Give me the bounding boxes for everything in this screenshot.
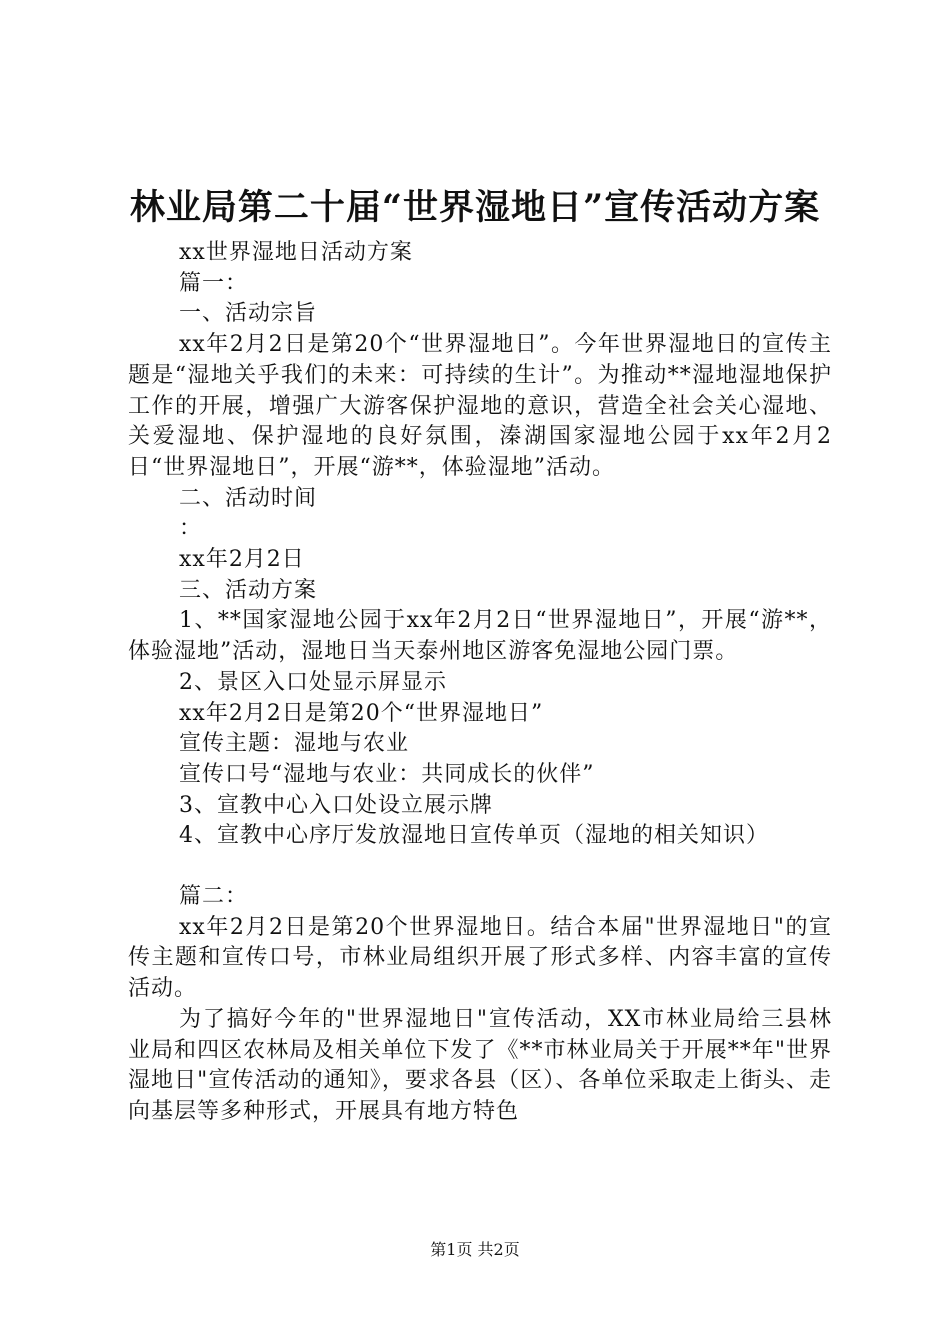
display-line-1: xx年2月2日是第20个“世界湿地日” [179, 700, 544, 726]
section2-heading: 二、活动时间 [179, 485, 318, 511]
page-footer: 第1页 共2页 [430, 1240, 520, 1259]
section1-paragraph: xx年2月2日是第20个“世界湿地日”。今年世界湿地日的宣传主题是“湿地关乎我们的未来：可持续的生计”。为推动**湿地湿地保护工作的开展，增强广大游客保护湿地的意识，营造全社会关心湿地、关爱湿地、保护湿地的良好氛围，溱湖国家湿地公园于xx年2月2日“世界湿地日”，开展“游**，体验湿地”活动。 [128, 332, 832, 480]
part1-heading: 篇一： [179, 270, 249, 296]
subtitle: xx世界湿地日活动方案 [179, 240, 413, 265]
plan-item-3: 3、宣教中心入口处设立展示牌 [179, 792, 493, 818]
plan-item-2: 2、景区入口处显示屏显示 [179, 669, 447, 695]
part2-heading: 篇二： [179, 884, 249, 910]
document-body [128, 238, 832, 1128]
plan-item-1: 1、**国家湿地公园于xx年2月2日“世界湿地日”，开展“游**，体验湿地”活动，湿地日当天泰州地区游客免湿地公园门票。 [128, 608, 832, 665]
plan-item-4: 4、宣教中心序厅发放湿地日宣传单页（湿地的相关知识） [179, 823, 769, 849]
display-line-2: 宣传主题：湿地与农业 [179, 731, 410, 757]
part2-paragraph-2: 为了搞好今年的"世界湿地日"宣传活动，XX市林业局给三县林业局和四区农林局及相关单位下发了《**市林业局关于开展**年"世界湿地日"宣传活动的通知》，要求各县（区）、各单位采取走上街头、走向基层等多种形式，开展具有地方特色 [128, 1006, 832, 1124]
document-title: 林业局第二十届“世界湿地日”宣传活动方案 [129, 187, 821, 228]
section1-heading: 一、活动宗旨 [179, 301, 318, 327]
part2-paragraph-1: xx年2月2日是第20个世界湿地日。结合本届"世界湿地日"的宣传主题和宣传口号，市林业局组织开展了形式多样、内容丰富的宣传活动。 [128, 914, 832, 1002]
section2-date: xx年2月2日 [179, 547, 305, 573]
display-line-3: 宣传口号“湿地与农业：共同成长的伙伴” [179, 761, 595, 787]
section2-colon: ： [179, 516, 203, 542]
paragraph-gap [128, 852, 832, 882]
section3-heading: 三、活动方案 [179, 577, 318, 603]
